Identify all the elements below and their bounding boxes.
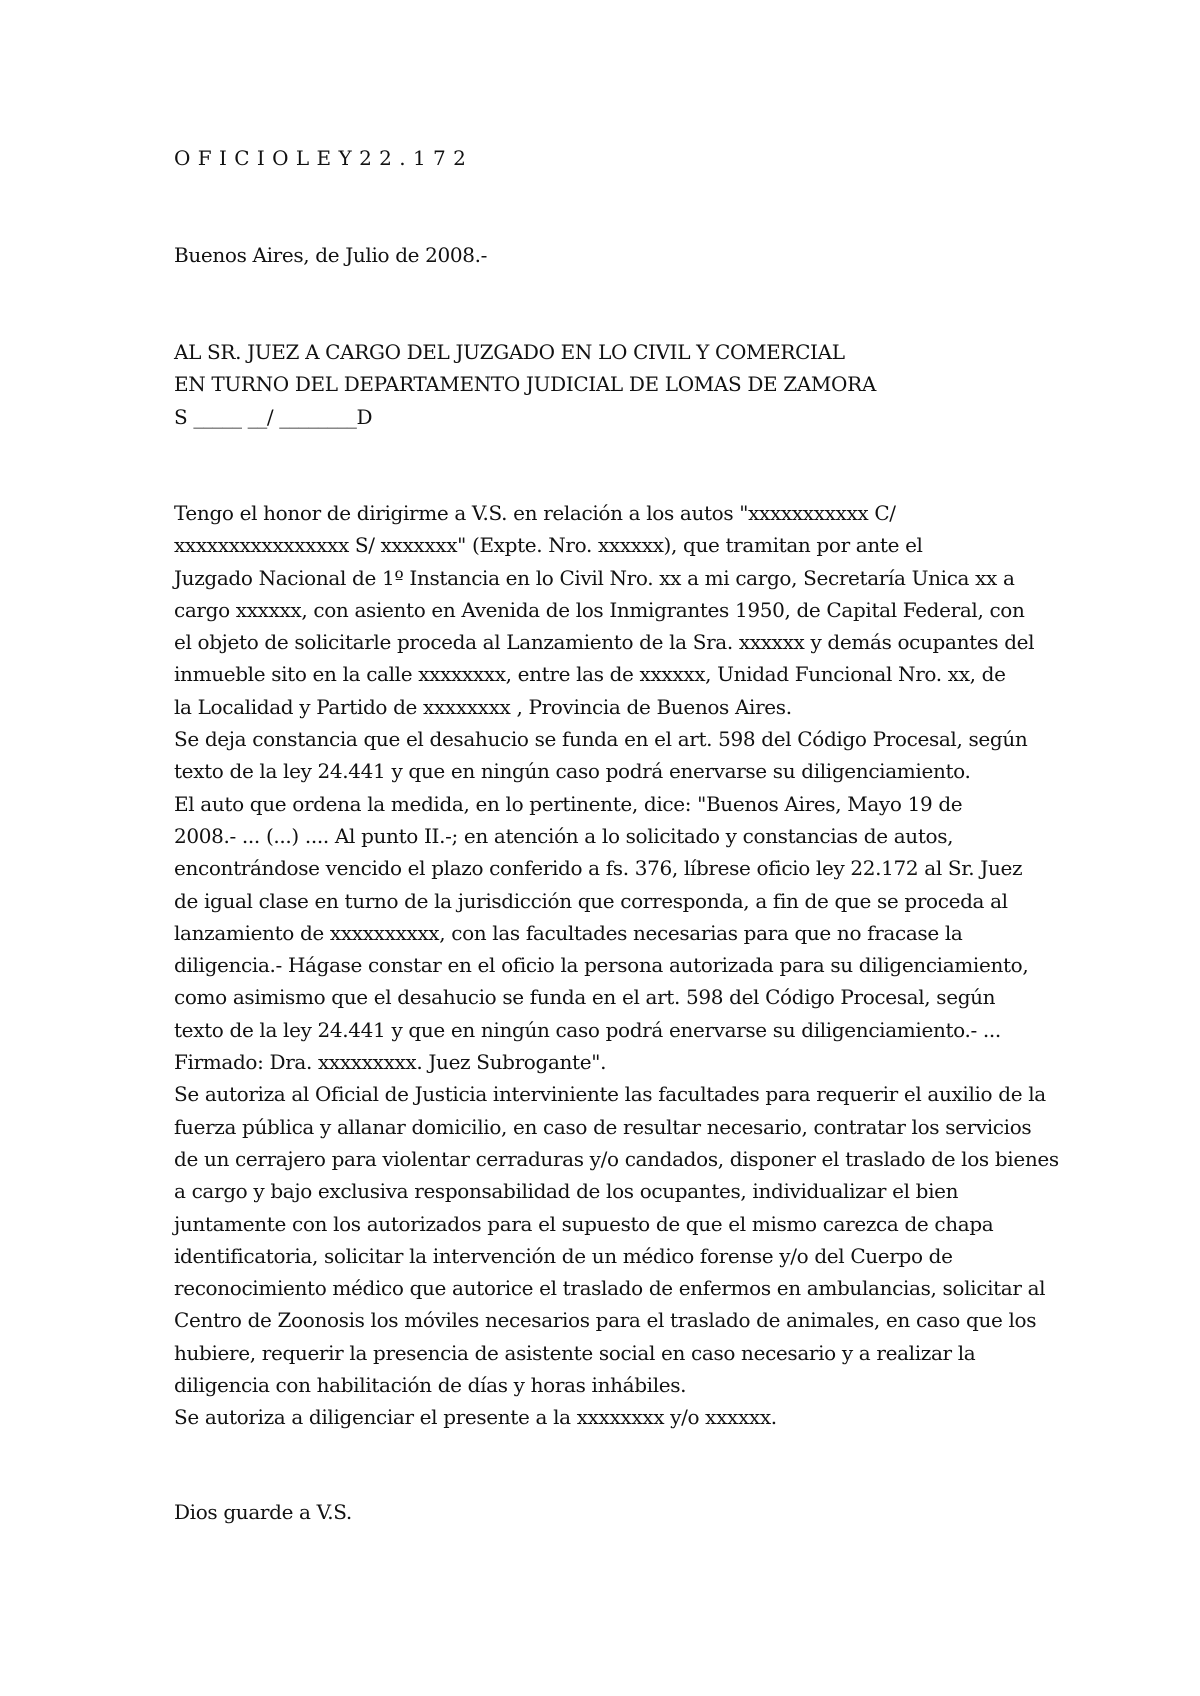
body-line: reconocimiento médico que autorice el traslado de enfermos en ambulancias, solicitar al xyxy=(174,1276,1046,1301)
body-line: encontrándose vencido el plazo conferido a fs. 376, líbrese oficio ley 22.172 al Sr. Juez xyxy=(174,856,1023,881)
body-line: a cargo y bajo exclusiva responsabilidad de los ocupantes, individualizar el bien xyxy=(174,1179,959,1204)
body-line: Tengo el honor de dirigirme a V.S. en relación a los autos "xxxxxxxxxxx C/ xyxy=(174,501,896,525)
body-line: inmueble sito en la calle xxxxxxxx, entre las de xxxxxx, Unidad Funcional Nro. xx, de xyxy=(174,662,1006,687)
body-line: Centro de Zoonosis los móviles necesarios para el traslado de animales, en caso que los xyxy=(174,1308,1037,1333)
body-line: texto de la ley 24.441 y que en ningún caso podrá enervarse su diligenciamiento.- ... xyxy=(174,1017,1001,1042)
body-line: juntamente con los autorizados para el supuesto de que el mismo carezca de chapa xyxy=(174,1211,994,1236)
body-line: lanzamiento de xxxxxxxxxx, con las facultades necesarias para que no fracase la xyxy=(174,920,963,945)
document-title: O F I C I O L E Y 2 2 . 1 7 2 xyxy=(174,146,467,170)
body-line: el objeto de solicitarle proceda al Lanzamiento de la Sra. xxxxxx y demás ocupantes del xyxy=(174,630,1035,655)
body-line: fuerza pública y allanar domicilio, en caso de resultar necesario, contratar los servicios xyxy=(174,1114,1032,1139)
body-line: diligencia con habilitación de días y horas inhábiles. xyxy=(174,1373,687,1398)
body-line: Se autoriza al Oficial de Justicia interviniente las facultades para requerir el auxilio de la xyxy=(174,1082,1046,1107)
body-line: 2008.- ... (...) .... Al punto II.-; en atención a lo solicitado y constancias de autos, xyxy=(174,823,954,848)
closing-line: Dios guarde a V.S. xyxy=(174,1500,352,1524)
body-line: El auto que ordena la medida, en lo pertinente, dice: "Buenos Aires, Mayo 19 de xyxy=(174,791,963,816)
body-line: xxxxxxxxxxxxxxxx S/ xxxxxxx" (Expte. Nro. xxxxxx), que tramitan por ante el xyxy=(174,533,923,558)
body-line: de igual clase en turno de la jurisdicción que corresponda, a fin de que se proceda al xyxy=(174,888,1008,913)
body-line: como asimismo que el desahucio se funda en el art. 598 del Código Procesal, según xyxy=(174,985,996,1010)
body-line: de un cerrajero para violentar cerraduras y/o candados, disponer el traslado de los bienes xyxy=(174,1146,1059,1171)
body-line: Firmado: Dra. xxxxxxxxx. Juez Subrogante". xyxy=(174,1050,607,1075)
addressee-line: EN TURNO DEL DEPARTAMENTO JUDICIAL DE LOMAS DE ZAMORA xyxy=(174,372,876,397)
addressee-block xyxy=(174,336,1054,433)
addressee-line: S _____ __/ ________D xyxy=(174,404,373,429)
body-line: Juzgado Nacional de 1º Instancia en lo Civil Nro. xx a mi cargo, Secretaría Unica xx a xyxy=(174,565,1015,590)
body-line: cargo xxxxxx, con asiento en Avenida de los Inmigrantes 1950, de Capital Federal, con xyxy=(174,597,1025,622)
body-line: identificatoria, solicitar la intervención de un médico forense y/o del Cuerpo de xyxy=(174,1243,953,1268)
body-text xyxy=(174,497,1059,1434)
date-line: Buenos Aires, de Julio de 2008.- xyxy=(174,243,488,267)
addressee-line: AL SR. JUEZ A CARGO DEL JUZGADO EN LO CIVIL Y COMERCIAL xyxy=(174,340,845,364)
body-line: Se autoriza a diligenciar el presente a la xxxxxxxx y/o xxxxxx. xyxy=(174,1405,777,1430)
body-line: texto de la ley 24.441 y que en ningún caso podrá enervarse su diligenciamiento. xyxy=(174,759,971,784)
body-line: Se deja constancia que el desahucio se funda en el art. 598 del Código Procesal, según xyxy=(174,727,1028,752)
body-line: hubiere, requerir la presencia de asistente social en caso necesario y a realizar la xyxy=(174,1340,976,1365)
body-line: diligencia.- Hágase constar en el oficio la persona autorizada para su diligenciamiento, xyxy=(174,953,1029,978)
body-line: la Localidad y Partido de xxxxxxxx , Provincia de Buenos Aires. xyxy=(174,694,792,719)
